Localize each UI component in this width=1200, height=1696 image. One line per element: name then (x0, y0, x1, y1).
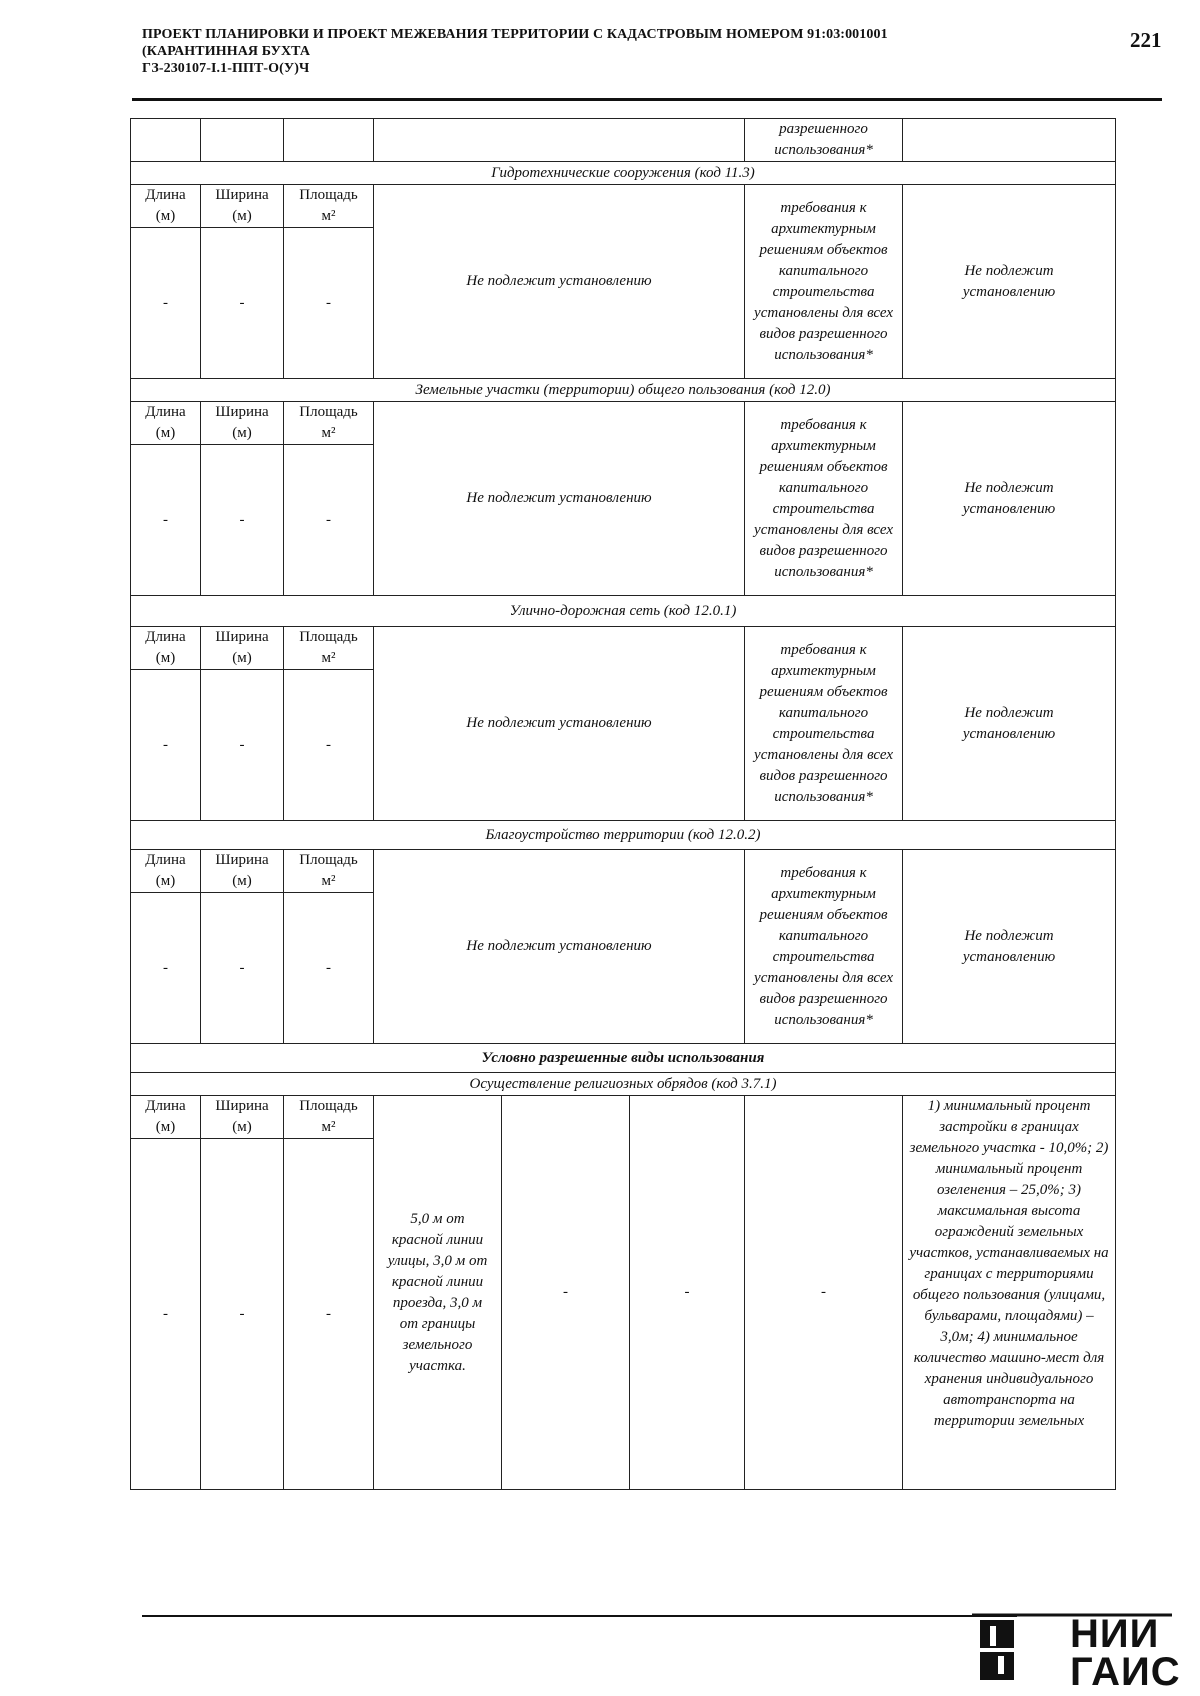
width-label: Ширина (215, 1098, 269, 1114)
unit-label: (м) (155, 208, 176, 224)
section-row (131, 821, 1116, 850)
unit-label: м² (321, 1119, 336, 1135)
arch-requirements-cell: разрешенного использования* (745, 119, 903, 162)
setback-cell: Не подлежит установлению (374, 627, 745, 821)
section-title: Гидротехнические сооружения (код 11.3) (131, 162, 1116, 185)
section-row (131, 596, 1116, 627)
width-value: - (201, 893, 284, 1044)
unit-label: (м) (155, 873, 176, 889)
area-label: Площадь (299, 187, 358, 203)
unit-label: м² (321, 650, 336, 666)
unit-label: (м) (232, 873, 252, 889)
logo-text-top: НИИ (1070, 1612, 1160, 1656)
section-title: Земельные участки (территории) общего пользования (код 12.0) (131, 379, 1116, 402)
section-title: Улично-дорожная сеть (код 12.0.1) (131, 596, 1116, 627)
setback-cell: Не подлежит установлению (374, 185, 745, 379)
unit-label: (м) (155, 425, 176, 441)
length-value: - (131, 670, 201, 821)
setback-cell: 5,0 м от красной линии улицы, 3,0 м от красной линии проезда, 3,0 м от границы земельного участка. (374, 1096, 502, 1490)
length-label: Длина (145, 852, 186, 868)
header-title-line-2: (КАРАНТИННАЯ БУХТА (142, 44, 311, 59)
area-label: Площадь (299, 629, 358, 645)
unit-label: (м) (155, 1119, 176, 1135)
area-value: - (284, 228, 374, 379)
section-row (131, 1073, 1116, 1096)
page-number: 221 (1130, 28, 1162, 52)
table-row (131, 627, 1116, 670)
unit-label: м² (321, 208, 336, 224)
arch-requirements-cell: требования к архитектурным решениям объектов капитального строительства установлены для всех видов разрешенного использования* (745, 402, 903, 596)
unit-label: (м) (232, 650, 252, 666)
arch-requirements-cell: требования к архитектурным решениям объектов капитального строительства установлены для всех видов разрешенного использования* (745, 627, 903, 821)
width-label: Ширина (215, 187, 269, 203)
unit-label: (м) (232, 425, 252, 441)
logo-text-bottom: ГАИС (1070, 1650, 1181, 1694)
params-cell: Не подлежит установлению (903, 850, 1116, 1044)
length-value: - (131, 445, 201, 596)
header-rule (132, 98, 1162, 101)
unit-label: (м) (232, 208, 252, 224)
table-row (131, 1096, 1116, 1139)
empty-value: - (745, 1096, 903, 1490)
table-row (131, 119, 1116, 162)
area-value: - (284, 893, 374, 1044)
unit-label: (м) (232, 1119, 252, 1135)
footer-rule (142, 1615, 1017, 1617)
document-header (142, 26, 1122, 77)
setback-cell: Не подлежит установлению (374, 850, 745, 1044)
section-row (131, 162, 1116, 185)
width-label: Ширина (215, 852, 269, 868)
empty-value: - (630, 1096, 745, 1490)
arch-requirements-cell: требования к архитектурным решениям объектов капитального строительства установлены для всех видов разрешенного использования* (745, 185, 903, 379)
width-label: Ширина (215, 404, 269, 420)
length-label: Длина (145, 404, 186, 420)
header-title-line-1: ПРОЕКТ ПЛАНИРОВКИ И ПРОЕКТ МЕЖЕВАНИЯ ТЕРРИТОРИИ С КАДАСТРОВЫМ НОМЕРОМ 91:03:001001 (142, 27, 888, 42)
width-value: - (201, 228, 284, 379)
unit-label: м² (321, 425, 336, 441)
area-label: Площадь (299, 1098, 358, 1114)
params-cell: Не подлежит установлению (903, 185, 1116, 379)
arch-requirements-cell: требования к архитектурным решениям объектов капитального строительства установлены для всех видов разрешенного использования* (745, 850, 903, 1044)
area-value: - (284, 1139, 374, 1490)
setback-cell: Не подлежит установлению (374, 402, 745, 596)
length-value: - (131, 893, 201, 1044)
zoning-parameters-table (130, 118, 1116, 1490)
width-value: - (201, 445, 284, 596)
conditional-uses-title: Условно разрешенные виды использования (131, 1044, 1116, 1073)
length-label: Длина (145, 629, 186, 645)
empty-value: - (502, 1096, 630, 1490)
table-row (131, 850, 1116, 893)
width-label: Ширина (215, 629, 269, 645)
length-label: Длина (145, 187, 186, 203)
area-value: - (284, 445, 374, 596)
section-row (131, 1044, 1116, 1073)
section-title: Благоустройство территории (код 12.0.2) (131, 821, 1116, 850)
section-row (131, 379, 1116, 402)
area-label: Площадь (299, 852, 358, 868)
width-value: - (201, 1139, 284, 1490)
unit-label: (м) (155, 650, 176, 666)
params-cell: 1) минимальный процент застройки в границах земельного участка - 10,0%; 2) минимальный процент озеленения – 25,0%; 3) максимальная высота ограждений земельных участков, устанавливаемых на границах с территориями общего пользования (улицами, бульварами, площадями) – 3,0м; 4) минимальное количество машино-мест для хранения индивидуального автотранспорта на территории земельных (903, 1096, 1116, 1490)
length-value: - (131, 1139, 201, 1490)
unit-label: м² (321, 873, 336, 889)
length-label: Длина (145, 1098, 186, 1114)
area-value: - (284, 670, 374, 821)
table-row (131, 402, 1116, 445)
table-row (131, 185, 1116, 228)
width-value: - (201, 670, 284, 821)
area-label: Площадь (299, 404, 358, 420)
params-cell: Не подлежит установлению (903, 627, 1116, 821)
header-document-code: ГЗ-230107-I.1-ППТ-О(У)Ч (142, 61, 310, 76)
length-value: - (131, 228, 201, 379)
section-title: Осуществление религиозных обрядов (код 3.7.1) (131, 1073, 1116, 1096)
params-cell: Не подлежит установлению (903, 402, 1116, 596)
